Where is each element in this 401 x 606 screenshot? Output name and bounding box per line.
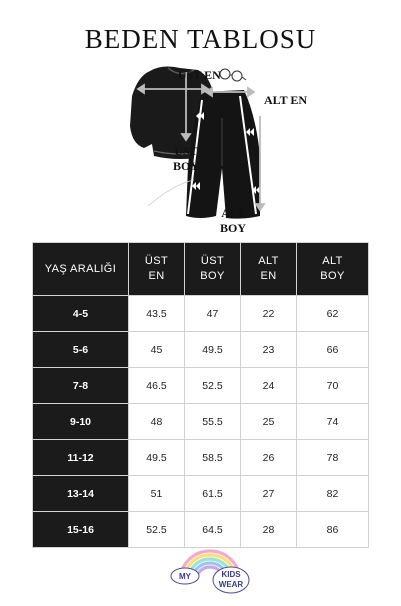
table-row [33, 296, 369, 332]
label-alt-en: ALT EN [264, 93, 308, 107]
column-header [297, 243, 369, 296]
measurement-cell: 45 [129, 332, 185, 368]
age-range-cell: 13-14 [33, 476, 129, 512]
measurement-cell: 47 [185, 296, 241, 332]
measurement-cell: 74 [297, 404, 369, 440]
measurement-cell: 78 [297, 440, 369, 476]
measurement-cell: 61.5 [185, 476, 241, 512]
column-header-line: BOY [200, 270, 225, 282]
logo-text-wear: WEAR [218, 580, 244, 589]
column-header [129, 243, 185, 296]
measurement-cell: 49.5 [129, 440, 185, 476]
table-row [33, 404, 369, 440]
measurement-cell: 66 [297, 332, 369, 368]
age-range-cell: 9-10 [33, 404, 129, 440]
column-header-line: ÜST [200, 255, 225, 267]
column-header-line: EN [260, 270, 277, 282]
table-row [33, 368, 369, 404]
label-alt-boy: ALT BOY [220, 206, 247, 235]
measurement-cell: 86 [297, 512, 369, 548]
measurement-cell: 25 [241, 404, 297, 440]
measurement-cell: 70 [297, 368, 369, 404]
measurement-cell: 43.5 [129, 296, 185, 332]
measurement-cell: 49.5 [185, 332, 241, 368]
column-header-line: BOY [320, 270, 345, 282]
garment-diagram [110, 56, 310, 236]
age-range-cell: 15-16 [33, 512, 129, 548]
measurement-cell: 26 [241, 440, 297, 476]
logo-text-my: MY [179, 572, 191, 581]
column-header-line: ALT [258, 255, 279, 267]
label-ust-boy: ÜST BOY [173, 144, 200, 173]
table-row [33, 512, 369, 548]
measurement-cell: 64.5 [185, 512, 241, 548]
measurement-cell: 52.5 [129, 512, 185, 548]
table-row [33, 476, 369, 512]
column-header-line: YAŞ ARALIĞI [44, 262, 117, 275]
age-range-cell: 7-8 [33, 368, 129, 404]
measurement-cell: 22 [241, 296, 297, 332]
age-range-cell: 11-12 [33, 440, 129, 476]
page-title: BEDEN TABLOSU [84, 24, 317, 54]
measurement-cell: 46.5 [129, 368, 185, 404]
age-range-cell: 5-6 [33, 332, 129, 368]
table-row [33, 332, 369, 368]
measurement-cell: 51 [129, 476, 185, 512]
size-table [32, 242, 369, 548]
measurement-cell: 52.5 [185, 368, 241, 404]
logo-text-kids: KIDS [221, 570, 241, 579]
header-row [33, 243, 369, 296]
age-range-cell: 4-5 [33, 296, 129, 332]
column-header [241, 243, 297, 296]
label-ust-en: ÜST EN [178, 68, 221, 82]
measurement-cell: 23 [241, 332, 297, 368]
column-header [33, 243, 129, 296]
measurement-cell: 24 [241, 368, 297, 404]
rainbow-logo [165, 545, 255, 601]
measurement-cell: 62 [297, 296, 369, 332]
garment-illustration [110, 56, 310, 236]
measurement-cell: 48 [129, 404, 185, 440]
size-table-header [33, 243, 369, 296]
measurement-cell: 82 [297, 476, 369, 512]
table-row [33, 440, 369, 476]
column-header [185, 243, 241, 296]
measurement-cell: 28 [241, 512, 297, 548]
measurement-cell: 55.5 [185, 404, 241, 440]
brand-logo [165, 545, 255, 601]
column-header-line: ÜST [144, 255, 169, 267]
measurement-cell: 27 [241, 476, 297, 512]
column-header-line: EN [148, 270, 165, 282]
measurement-cell: 58.5 [185, 440, 241, 476]
size-table-body [33, 296, 369, 548]
column-header-line: ALT [322, 255, 343, 267]
